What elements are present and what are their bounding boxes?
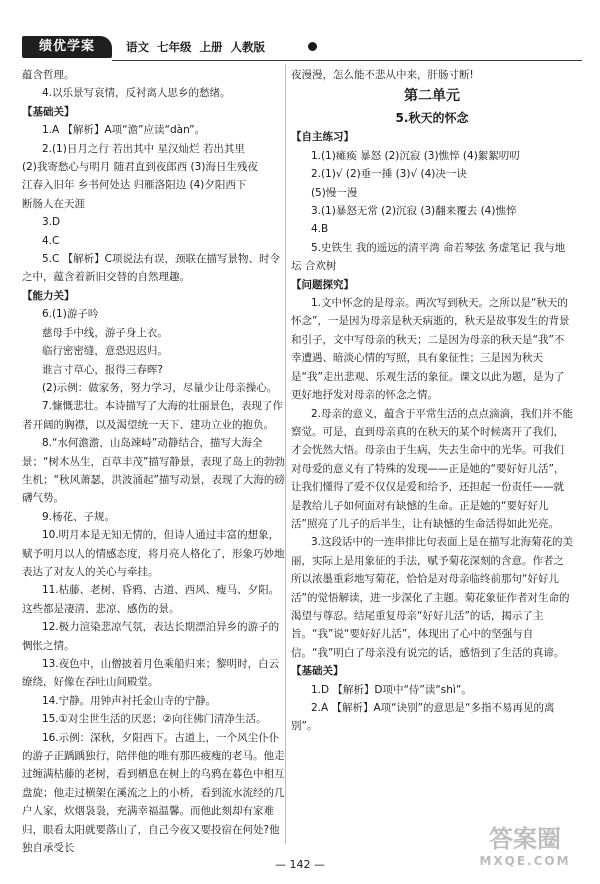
section-heading: 【基础关】: [291, 665, 344, 678]
answer-text: 5.史铁生 我的遥远的清平湾 命若琴弦 务虚笔记 我与地坛 合欢树: [291, 241, 566, 273]
answer-text: 2.A 【解析】A项“诀别”的意思是“多指不易再见的离别”。: [291, 702, 555, 733]
answer-text: 11.枯藤、老树、昏鸦、古道、西风、瘦马、夕阳。这些都是凄清、悲凉、感伤的景。: [22, 584, 280, 615]
answer-text: 1.D 【解析】D项中“侍”读“shì”。: [310, 683, 472, 696]
page-header: [22, 36, 582, 58]
left-column: [22, 66, 287, 857]
answer-text: (2)示例：做家务，努力学习，尽量少让母亲操心。: [41, 381, 278, 394]
header-dot-icon: [308, 42, 317, 51]
answer-text: 7.慷慨悲壮。本诗描写了大海的壮丽景色，表现了作者开阔的胸襟，以及渴望统一天下、建功立业的抱负。: [22, 400, 283, 431]
poem-line: 临行密密缝，意恐迟迟归。: [41, 345, 168, 358]
answer-text: 13.夜色中，山僧披着月色乘船归来；黎明时，白云缭绕，好像在吞吐山间殿堂。: [22, 658, 280, 689]
poem-line: 慈母手中线，游子身上衣。: [41, 326, 168, 339]
answer-text: 15.①对尘世生活的厌恶；②向往佛门清净生活。: [41, 713, 267, 726]
answer-text: 6.(1)游子吟: [41, 308, 99, 321]
answer-text: 蕴含哲理。: [22, 69, 75, 81]
header-rule: [112, 60, 582, 61]
right-column: [291, 66, 573, 736]
answer-text: 4.C: [41, 234, 60, 247]
answer-text: 夜漫漫，怎么能不悲从中来，肝肠寸断!: [291, 69, 474, 81]
answer-text: 1.A 【解析】A项“澹”应读“dàn”。: [41, 124, 206, 137]
answer-text: 3.(1)暴怒无常 (2)沉寂 (3)翻来覆去 (4)憔悴: [310, 205, 517, 218]
lesson-title: 5.秋天的怀念: [395, 111, 469, 126]
answer-text: 3.D: [41, 216, 61, 229]
answer-text: 3.这段话中的一连串排比句表面上是在描写北海菊花的美丽，实际上是用象征的手法，赋予菊花深刻的含意。作者之所以浓墨重彩地写菊花，恰恰是对母亲临终前那句“好好儿活”的觉悟解读，进一步深化了主题。菊花象征作者对生命的渴望与尊忍。结尾重复母亲“好好儿活”的话，揭示了主旨。“我”说“要好好儿活”，体现出了心中的坚强与自信。“我”明白了母亲没有说完的话，感悟到了生活的真谛。: [291, 536, 573, 659]
answer-text: 2.母亲的意义，蕴含于平常生活的点点滴滴，我们并不能察觉。可是，直到母亲真的在秋天的某个时候离开了我们，才会恍然大悟。母亲由于生病，失去生命中的光华。可我们对母爱的意义有了特殊的发现——正是她的“要好好儿活”，让我们懂得了爱不仅仅是爱和给予，还担起一份责任——就是教给儿子如何面对有缺憾的生命。正是她的“要好好儿活”照亮了儿子的后半生，让有缺憾的生命活得如此光亮。: [291, 407, 573, 530]
page-number: — 142 —: [275, 858, 325, 871]
answer-text: 2.(1)√ (2)垂一捶 (3)√ (4)决一诀: [310, 168, 467, 181]
answer-text: 4.以乐景写哀情，反衬离人思乡的愁绪。: [41, 87, 231, 100]
answer-text: 12.极力渲染悲凉气氛，表达长期漂泊异乡的游子的惆怅之情。: [22, 621, 280, 652]
answer-text: 2.(1)日月之行 若出其中 星汉灿烂 若出其里: [41, 142, 245, 155]
answer-text: 4.B: [310, 223, 329, 236]
watermark-title: 答案圈: [489, 825, 561, 853]
answer-text: 1.(1)瘫痪 暴怒 (2)沉寂 (3)憔悴 (4)絮絮叨叨: [310, 149, 520, 162]
section-heading: 【自主练习】: [291, 131, 354, 144]
answer-text: (2)我寄愁心与明月 随君直到夜郎西 (3)海日生残夜: [22, 161, 258, 174]
watermark-url: MXQE.COM: [479, 854, 571, 868]
section-heading: 【基础关】: [22, 105, 75, 118]
answer-text: 5.C 【解析】C项说法有误，颈联在描写景物、时令之中，蕴含着新旧交替的自然理趣。: [22, 253, 280, 284]
answer-text: 16.示例：深秋，夕阳西下。古道上，一个风尘仆仆的游子正踽踽独行，陪伴他的唯有那匹疲瘦的老马。他走过缠满枯藤的老树，看到栖息在树上的乌鸦在暮色中相互盘旋；他走过横架在溪流之上的小桥，看到流水流经的几户人家，炊烟袅袅，充满幸福温馨。而他此刻却有家难归，眼看太阳就要落山了，自己今夜又要投宿在何处?他独自承受长: [22, 731, 285, 855]
answer-text: 断肠人在天涯: [22, 197, 85, 210]
answer-text: 8.“水何澹澹，山岛竦峙”动静结合，描写大海全景；“树木丛生，百草丰茂”描写静景，表现了岛上的勃勃生机；“秋风萧瑟，洪波涌起”描写动景，表现了大海的磅礴气势。: [22, 437, 285, 505]
section-heading: 【问题探究】: [291, 278, 354, 291]
answer-text: 江春入旧年 乡书何处达 归雁洛阳边 (4)夕阳西下: [22, 179, 247, 192]
poem-line: 谁言寸草心，报得三春晖?: [41, 363, 164, 376]
watermark-logo: [470, 824, 580, 878]
brand-logo: 绩优学案: [22, 36, 112, 58]
unit-heading: 第二单元: [404, 88, 460, 105]
answer-text: 1.文中怀念的是母亲。两次写到秋天。之所以是“秋天的怀念”，一是因为母亲是秋天病逝的，秋天是故事发生的背景和引子，文中写母亲的秋天；二是因为母亲的秋天是“我”不幸遭遇、暗淡心情的写照，具有象征性；三是因为秋天是“我”走出悲观、乐观生活的象征。课文以此为题，是为了更好地抒发对母亲的怀念之情。: [291, 297, 570, 402]
answer-text: 14.宁静。用钟声衬托金山寺的宁静。: [41, 694, 217, 707]
answer-text: 10.明月本是无知无情的，但诗人通过丰富的想象，赋予明月以人的情感态度，将月亮人格化了，形象巧妙地表达了对友人的关心与牵挂。: [22, 529, 285, 578]
section-heading: 【能力关】: [22, 289, 75, 302]
subject-info: 语文 七年级 上册 人教版: [126, 40, 266, 54]
answer-text: (5)慢一漫: [310, 186, 358, 199]
answer-text: 9.杨花、子规。: [41, 510, 115, 523]
